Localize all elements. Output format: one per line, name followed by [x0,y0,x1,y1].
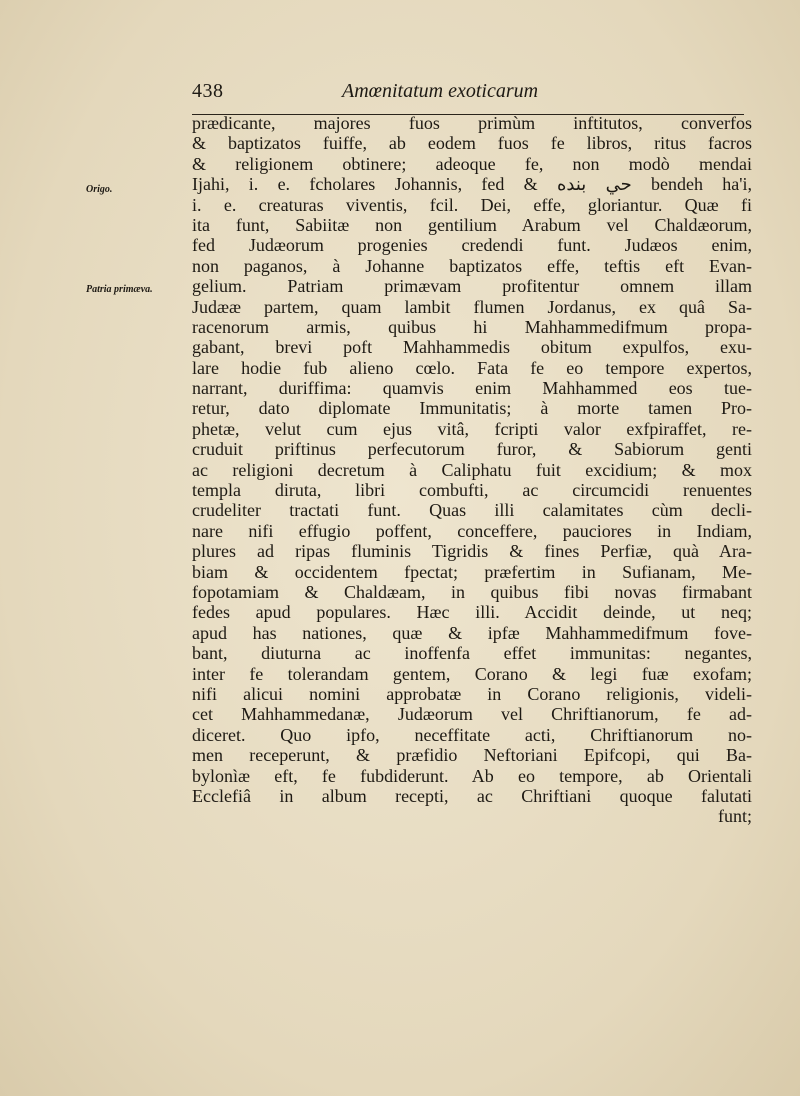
text-line: retur, dato diplomate Immunitatis; à morte tamen Pro- [192,398,752,419]
text-line: bylonìæ eft, fe fubdiderunt. Ab eo tempore, ab Orientali [192,765,752,786]
text-line: fedes apud populares. Hæc illi. Accidit deinde, ut neq; [192,602,752,623]
text-line: ita funt, Sabiitæ non gentilium Arabum vel Chaldæorum, [192,214,752,235]
text-line: bant, diuturna ac inoffenfa effet immunitas: negantes, [192,643,752,664]
text-line: narrant, duriffima: quamvis enim Mahhammed eos tue- [192,378,752,399]
text-line: biam & occidentem fpectat; præfertim in Sufianam, Me- [192,561,752,582]
body-text [192,113,752,827]
catchword: funt; [718,806,752,827]
text-line: cruduit priftinus perfecutorum furor, & Sabiorum genti [192,439,752,460]
text-line: apud has nationes, quæ & ipfæ Mahhammedifmum fove- [192,622,752,643]
page-number: 438 [192,80,224,102]
text-line: prædicante, majores fuos primùm inftitutos, converfos [192,113,752,133]
text-line: & baptizatos fuiffe, ab eodem fuos fe libros, ritus facros [192,133,752,154]
text-line: ac religioni decretum à Caliphatu fuit excidium; & mox [192,459,752,480]
text-line: crudeliter tractati funt. Quas illi calamitates cùm decli- [192,500,752,521]
text-line: cet Mahhammedanæ, Judæorum vel Chriftianorum, fe ad- [192,704,752,725]
text-line: racenorum armis, quibus hi Mahhammedifmum propa- [192,316,752,337]
text-line: gabant, brevi poft Mahhammedis obitum expulfos, exu- [192,337,752,358]
margin-note-patria-primaeva: Patria primæva. [86,284,153,295]
text-line: inter fe tolerandam gentem, Corano & legi fuæ exofam; [192,663,752,684]
text-line: gelium. Patriam primævam profitentur omnem illam [192,276,752,297]
text-line: i. e. creaturas viventis, fcil. Dei, effe, gloriantur. Quæ fi [192,194,752,215]
text-line: fopotamiam & Chaldæam, in quibus fibi novas firmabant [192,581,752,602]
text-line: Ecclefiâ in album recepti, ac Chriftiani quoque falutati [192,785,752,806]
text-line: nare nifi effugio poffent, conceffere, pauciores in Indiam, [192,520,752,541]
text-line: men receperunt, & præfidio Neftoriani Epifcopi, qui Ba- [192,745,752,766]
text-line: diceret. Quo ipfo, neceffitate acti, Chriftianorum no- [192,724,752,745]
text-line: lare hodie fub alieno cœlo. Fata fe eo tempore expertos, [192,357,752,378]
text-line: phetæ, velut cum ejus vitâ, fcripti valor exfpiraffet, re- [192,418,752,439]
text-line: non paganos, à Johanne baptizatos effe, teftis eft Evan- [192,255,752,276]
text-line: plures ad ripas fluminis Tigridis & fines Perfiæ, quà Ara- [192,541,752,562]
running-title: Amœnitatum exoticarum [342,80,539,102]
text-line: nifi alicui nomini approbatæ in Corano religionis, videli- [192,683,752,704]
text-line: templa diruta, libri combufti, ac circumcidi renuentes [192,480,752,501]
text-line: Ijahi, i. e. fcholares Johannis, fed & حي بنده bendeh ha'i, [192,174,753,195]
text-line: fed Judæorum progenies credendi funt. Judæos enim, [192,235,752,256]
text-line: & religionem obtinere; adeoque fe, non modò mendai [192,153,752,174]
margin-note-origo: Origo. [86,184,113,195]
running-head [192,80,744,115]
text-line: Judææ partem, quam lambit flumen Jordanus, ex quâ Sa- [192,296,752,317]
